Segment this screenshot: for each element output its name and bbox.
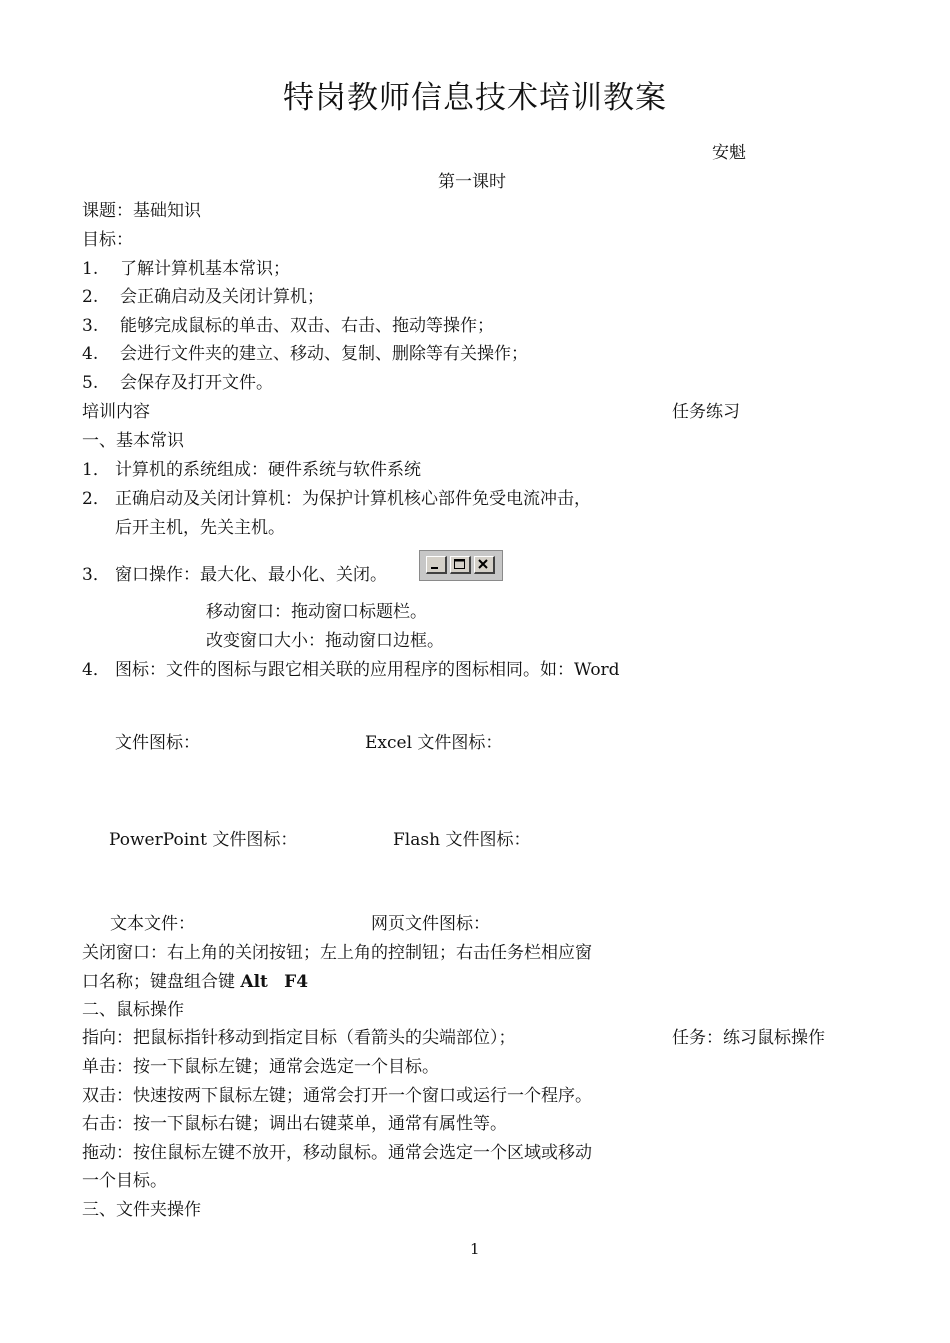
key-alt: Alt	[240, 972, 268, 992]
item-startup-continued: 后开主机，先关主机。	[115, 518, 285, 538]
goal-text: 会保存及打开文件。	[120, 373, 273, 393]
item-startup-shutdown	[82, 488, 591, 510]
text-file-label: 文本文件：	[110, 914, 195, 934]
training-content-label: 培训内容	[82, 402, 150, 422]
item-number: 3．	[82, 565, 110, 585]
goal-number: 4.	[82, 344, 99, 364]
key-f4: F4	[284, 972, 309, 992]
resize-window-text: 改变窗口大小：拖动窗口边框。	[206, 631, 444, 651]
item-text: 正确启动及关闭计算机：为保护计算机核心部件免受电流冲击，	[115, 489, 591, 509]
item-window-operations	[82, 564, 387, 586]
item-system-composition	[82, 459, 421, 481]
section-heading-folders: 三、文件夹操作	[82, 1200, 201, 1220]
item-icons	[82, 659, 620, 681]
goal-text: 能够完成鼠标的单击、双击、右击、拖动等操作；	[120, 316, 494, 336]
minimize-icon	[426, 556, 447, 574]
item-text: 计算机的系统组成：硬件系统与软件系统	[115, 460, 421, 480]
goal-item	[82, 315, 494, 337]
item-number: 4．	[82, 660, 110, 680]
move-window-text: 移动窗口：拖动窗口标题栏。	[206, 602, 427, 622]
close-window-line-1: 关闭窗口：右上角的关闭按钮；左上角的控制钮；右击任务栏相应窗	[82, 943, 592, 963]
mouse-right-click-text: 右击：按一下鼠标右键；调出右键菜单，通常有属性等。	[82, 1114, 507, 1134]
goal-text: 会正确启动及关闭计算机；	[120, 287, 324, 307]
item-number: 2．	[82, 489, 110, 509]
mouse-drag-text-1: 拖动：按住鼠标左键不放开，移动鼠标。通常会选定一个区域或移动	[82, 1143, 592, 1163]
item-text: 图标：文件的图标与跟它相关联的应用程序的图标相同。如：Word	[115, 660, 620, 680]
goal-item	[82, 372, 273, 394]
section-heading-basics: 一、基本常识	[82, 431, 184, 451]
mouse-drag-text-2: 一个目标。	[82, 1171, 167, 1191]
lesson-heading: 第一课时	[438, 172, 506, 192]
goal-number: 2.	[82, 287, 99, 307]
excel-icon-label: Excel 文件图标：	[365, 733, 503, 753]
close-window-text: 口名称；键盘组合键	[82, 972, 235, 992]
item-number: 1．	[82, 460, 110, 480]
web-file-icon-label: 网页文件图标：	[371, 914, 490, 934]
goal-item	[82, 286, 324, 308]
close-icon	[474, 556, 495, 574]
goal-item	[82, 343, 528, 365]
window-control-buttons-image	[419, 550, 503, 581]
goal-number: 3.	[82, 316, 99, 336]
item-text: 窗口操作：最大化、最小化、关闭。	[115, 565, 387, 585]
word-icon-label: 文件图标：	[115, 733, 200, 753]
page-number: 1	[470, 1240, 480, 1258]
close-window-line-2	[82, 971, 308, 993]
author-name: 安魁	[712, 143, 746, 163]
mouse-task-label: 任务：练习鼠标操作	[672, 1028, 825, 1048]
mouse-point-text: 指向：把鼠标指针移动到指定目标（看箭头的尖端部位）；	[82, 1028, 516, 1048]
flash-icon-label: Flash 文件图标：	[393, 830, 531, 850]
document-title: 特岗教师信息技术培训教案	[283, 80, 667, 116]
mouse-click-text: 单击：按一下鼠标左键；通常会选定一个目标。	[82, 1057, 439, 1077]
goal-number: 1.	[82, 259, 99, 279]
section-heading-mouse: 二、鼠标操作	[82, 1000, 184, 1020]
mouse-double-click-text: 双击：快速按两下鼠标左键；通常会打开一个窗口或运行一个程序。	[82, 1086, 592, 1106]
goal-item	[82, 258, 290, 280]
goal-text: 了解计算机基本常识；	[120, 259, 290, 279]
goal-number: 5.	[82, 373, 99, 393]
task-practice-label: 任务练习	[672, 402, 740, 422]
goals-label: 目标：	[82, 230, 133, 250]
powerpoint-icon-label: PowerPoint 文件图标：	[109, 830, 298, 850]
topic-line: 课题：基础知识	[82, 201, 201, 221]
goal-text: 会进行文件夹的建立、移动、复制、删除等有关操作；	[120, 344, 528, 364]
maximize-icon	[450, 556, 471, 574]
